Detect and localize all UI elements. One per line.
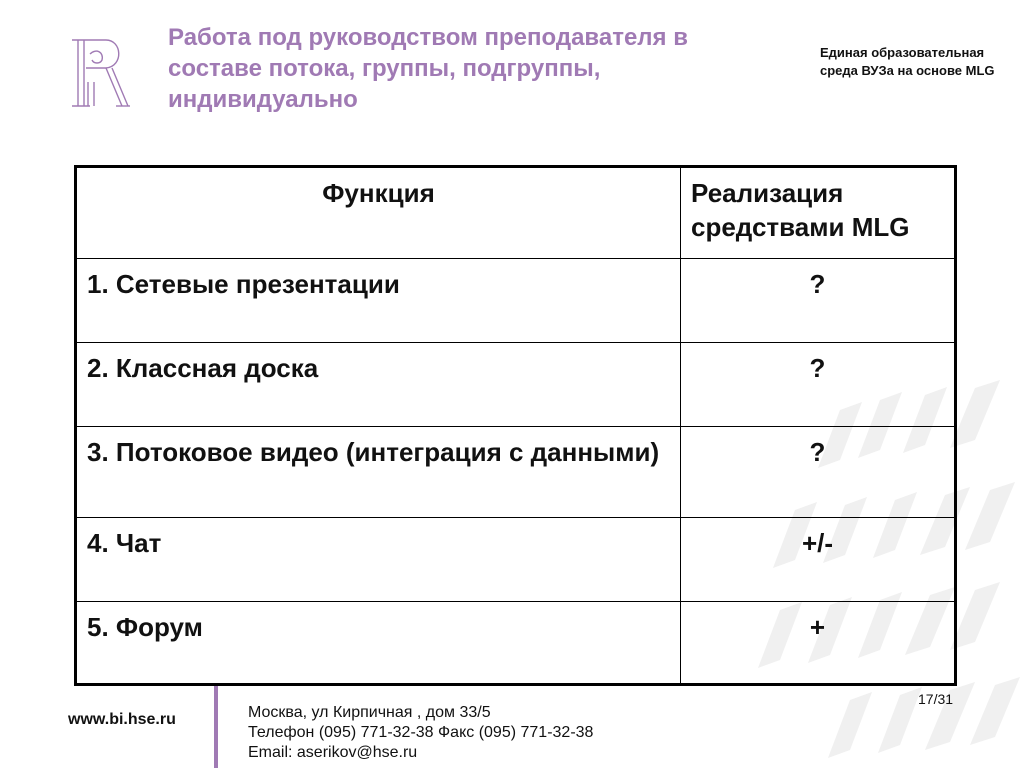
function-cell: 3. Потоковое видео (интеграция с данными) xyxy=(76,427,681,518)
table-row xyxy=(76,343,956,427)
header-mlg: Реализация средствами MLG xyxy=(681,167,956,259)
function-cell: 5. Форум xyxy=(76,602,681,685)
phone-line: Телефон (095) 771-32-38 Факс (095) 771-32-38 xyxy=(248,724,594,741)
function-cell: 4. Чат xyxy=(76,518,681,602)
mlg-cell: ? xyxy=(681,427,956,518)
footer-url[interactable]: www.bi.hse.ru xyxy=(68,711,176,728)
functions-table xyxy=(74,165,957,686)
table-row xyxy=(76,427,956,518)
mlg-cell: +/- xyxy=(681,518,956,602)
footer-address xyxy=(248,703,593,763)
page-title: Работа под руководством преподавателя в составе потока, группы, подгруппы, индивидуально xyxy=(168,24,688,113)
footer-divider xyxy=(214,686,218,768)
function-cell: 1. Сетевые презентации xyxy=(76,259,681,343)
address-line: Москва, ул Кирпичная , дом 33/5 xyxy=(248,704,491,721)
header-function: Функция xyxy=(76,167,681,259)
subtitle: Единая образовательная среда ВУЗа на основе MLG xyxy=(820,45,995,78)
mlg-cell: ? xyxy=(681,259,956,343)
mlg-cell: ? xyxy=(681,343,956,427)
page-number: 17/31 xyxy=(918,691,954,707)
email-line: Email: aserikov@hse.ru xyxy=(248,744,418,761)
table-row xyxy=(76,259,956,343)
function-cell: 2. Классная доска xyxy=(76,343,681,427)
table-row xyxy=(76,602,956,685)
table-header-row xyxy=(76,167,956,259)
mlg-cell: + xyxy=(681,602,956,685)
university-logo xyxy=(66,34,132,112)
table-row xyxy=(76,518,956,602)
